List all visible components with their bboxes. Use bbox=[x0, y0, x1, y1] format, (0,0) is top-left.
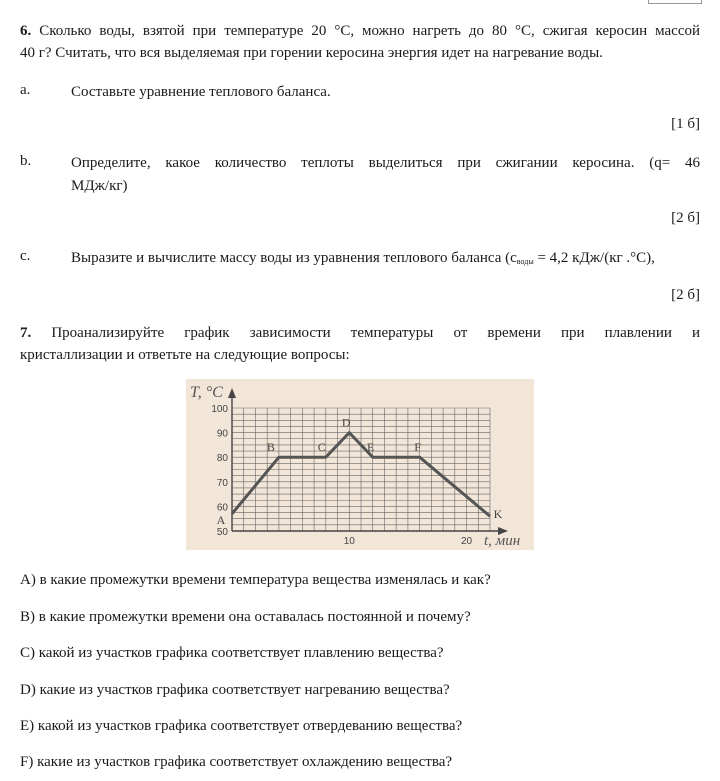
y-tick-label: 70 bbox=[216, 477, 228, 489]
chart-ylabel: T, °C bbox=[190, 384, 223, 401]
item-c-marker: c. bbox=[20, 248, 31, 264]
question-b: B) в какие промежутки времени она оставалась постоянной и почему? bbox=[20, 609, 471, 625]
question-f: F) какие из участков графика соответствует охлаждению вещества? bbox=[20, 754, 453, 770]
point-label-d: D bbox=[341, 415, 351, 430]
question-e: E) какой из участков графика соответствует отвердеванию вещества? bbox=[20, 718, 463, 734]
y-tick-label: 60 bbox=[216, 502, 228, 514]
y-tick-label: 80 bbox=[216, 453, 228, 465]
item-b-line2: МДж/кг) bbox=[71, 178, 128, 194]
item-a-marker: a. bbox=[20, 82, 31, 98]
task7-line2: кристаллизации и ответьте на следующие вопросы: bbox=[20, 347, 350, 363]
item-c-text-after: = 4,2 кДж/(кг .°С), bbox=[533, 250, 655, 266]
item-a-score: [1 б] bbox=[671, 116, 700, 132]
item-b-line1: Определите, какое количество теплоты выделиться при сжигании керосина. (q= 46 bbox=[71, 155, 700, 171]
task6-line1 bbox=[20, 21, 700, 42]
y-tick-label: 100 bbox=[211, 404, 228, 415]
item-c-subscript: воды bbox=[516, 257, 534, 266]
question-c: C) какой из участков графика соответствует плавлению вещества? bbox=[20, 645, 444, 661]
previous-page-edge bbox=[648, 0, 702, 4]
item-c-score: [2 б] bbox=[671, 287, 700, 303]
task6-text1: Сколько воды, взятой при температуре 20 °С, можно нагреть до 80 °С, сжигая керосин массой bbox=[39, 23, 701, 39]
y-tick-label: 90 bbox=[216, 428, 228, 440]
point-label-e: E bbox=[367, 440, 375, 455]
x-tick-label: 20 bbox=[460, 536, 473, 547]
task6-number: 6. bbox=[20, 23, 32, 39]
task7-number: 7. bbox=[20, 325, 32, 341]
point-label-b: B bbox=[266, 440, 275, 455]
item-c-text bbox=[71, 247, 700, 273]
x-tick-label: 10 bbox=[343, 536, 355, 547]
item-c-text-before: Выразите и вычислите массу воды из уравнения теплового баланса (с bbox=[71, 250, 517, 266]
point-label-f: F bbox=[414, 440, 421, 455]
question-d: D) какие из участков графика соответствует нагреванию вещества? bbox=[20, 682, 450, 698]
point-label-a: A bbox=[216, 512, 226, 527]
task6-line2: 40 г? Считать, что вся выделяемая при горении керосина энергия идет на нагревание воды. bbox=[20, 45, 603, 61]
y-tick-label: 50 bbox=[216, 527, 228, 538]
point-label-c: C bbox=[317, 440, 326, 455]
item-b-score: [2 б] bbox=[671, 210, 700, 226]
temperature-time-chart bbox=[186, 379, 534, 550]
task7-line1 bbox=[20, 323, 700, 344]
question-a: A) в какие промежутки времени температура вещества изменялась и как? bbox=[20, 572, 491, 588]
point-label-k: K bbox=[493, 507, 503, 522]
task7-text1: Проанализируйте график зависимости температуры от времени при плавлении и bbox=[51, 325, 700, 341]
chart-background bbox=[186, 379, 534, 550]
item-a-text: Составьте уравнение теплового баланса. bbox=[71, 84, 331, 100]
chart-xlabel: t, мин bbox=[484, 533, 521, 549]
chart-grid bbox=[232, 408, 490, 531]
item-b-marker: b. bbox=[20, 153, 32, 169]
